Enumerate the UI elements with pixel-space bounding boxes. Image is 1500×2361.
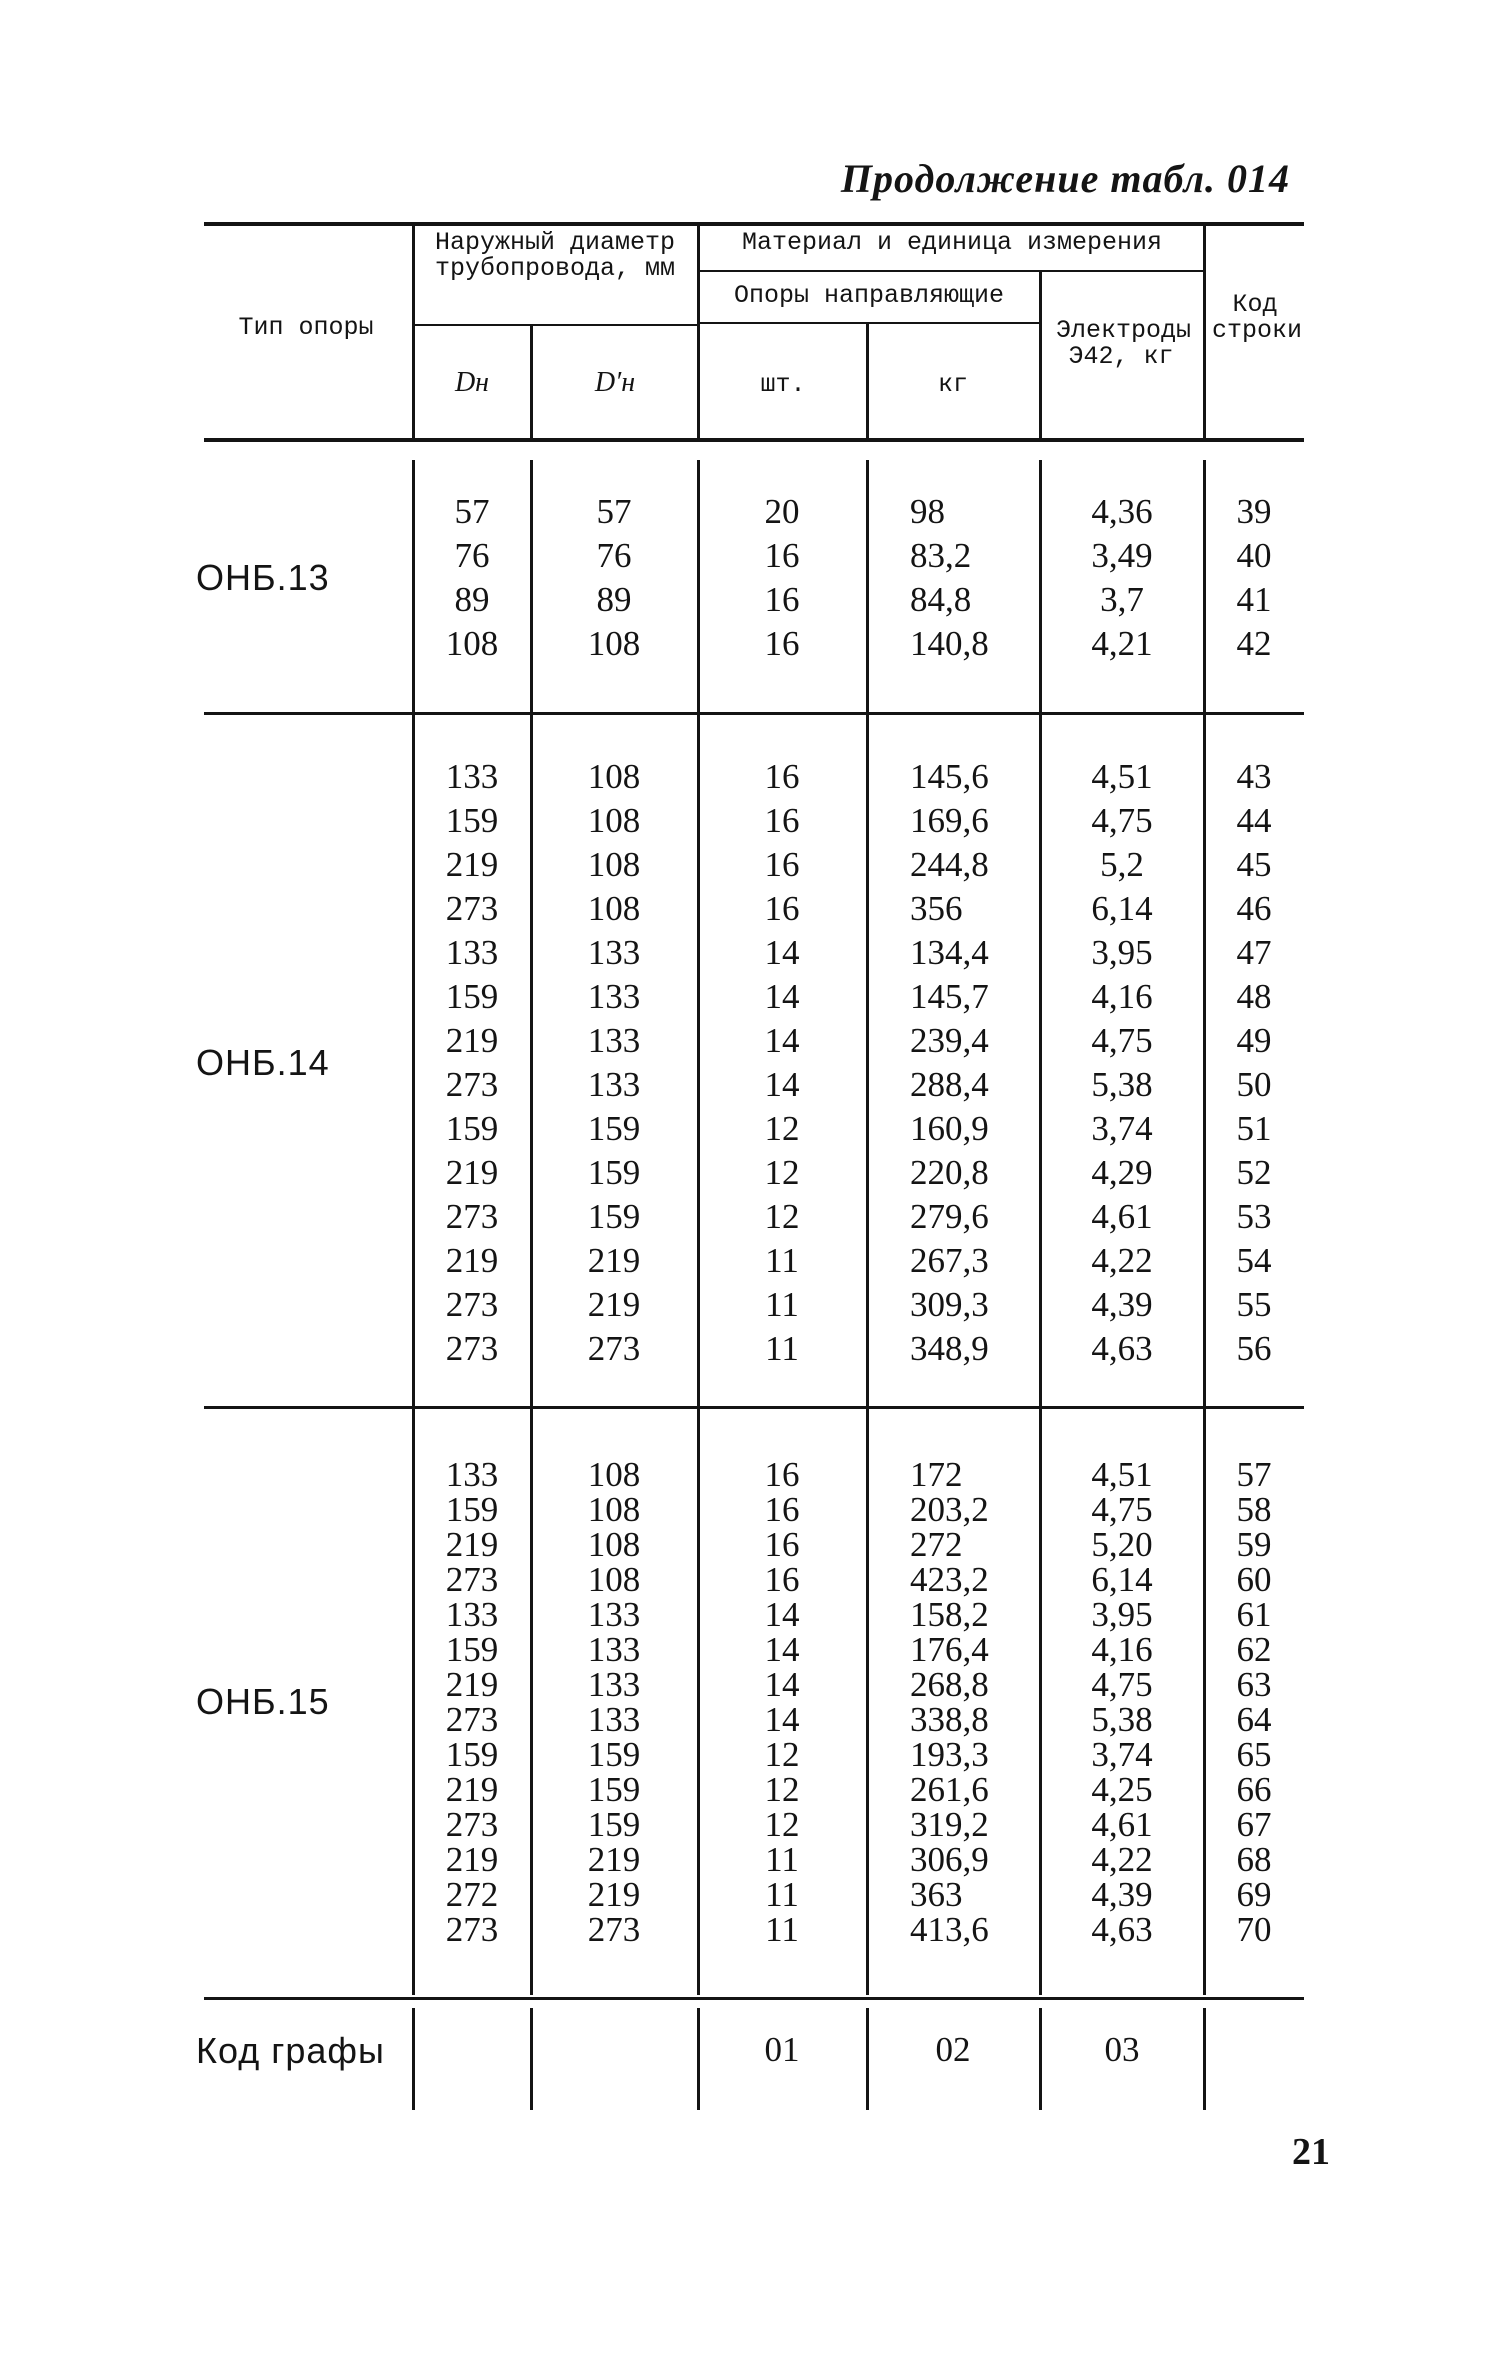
cell-kg: 423,2 [910,1560,989,1599]
header-row-code: Код строки [1212,290,1303,346]
cell-el: 3,74 [1091,1735,1153,1774]
cell-pcs: 14 [764,977,800,1016]
support-type-label: ОНБ.15 [196,1681,330,1722]
cell-code: 61 [1236,1595,1272,1634]
cell-dn2: 159 [587,1770,641,1809]
cell-code: 40 [1236,536,1272,575]
table-row [0,931,1500,975]
cell-pcs: 11 [765,1910,799,1949]
cell-dn: 159 [445,1109,499,1148]
cell-dn: 273 [445,1329,499,1368]
cell-dn2: 133 [587,1630,641,1669]
cell-code: 66 [1236,1770,1272,1809]
cell-dn2: 89 [596,580,632,619]
group-separator [204,712,1304,715]
cell-pcs: 16 [764,1525,800,1564]
cell-code: 48 [1236,977,1272,1016]
table-row [0,1283,1500,1327]
cell-kg: 160,9 [910,1109,989,1148]
cell-dn2: 108 [587,889,641,928]
cell-pcs: 16 [764,624,800,663]
cell-kg: 140,8 [910,624,989,663]
cell-dn2: 133 [587,1021,641,1060]
cell-kg: 268,8 [910,1665,989,1704]
support-type-label: ОНБ.14 [196,1042,330,1083]
cell-pcs: 14 [764,1065,800,1104]
cell-kg: 203,2 [910,1490,989,1529]
cell-kg: 306,9 [910,1840,989,1879]
table-row [0,622,1500,666]
cell-dn2: 159 [587,1805,641,1844]
cell-pcs: 12 [764,1770,800,1809]
cell-dn2: 133 [587,1595,641,1634]
cell-dn: 108 [445,624,499,663]
cell-dn2: 108 [587,1490,641,1529]
column-code-label: Код графы [196,2030,385,2071]
cell-kg: 84,8 [910,580,972,619]
cell-dn2: 159 [587,1735,641,1774]
table-row [0,799,1500,843]
table-row [0,1457,1500,1492]
cell-code: 62 [1236,1630,1272,1669]
cell-kg: 172 [910,1455,963,1494]
cell-pcs: 12 [764,1197,800,1236]
cell-el: 4,36 [1091,492,1153,531]
cell-el: 4,75 [1091,801,1153,840]
cell-pcs: 14 [764,1021,800,1060]
cell-kg: 356 [910,889,963,928]
table-row [0,975,1500,1019]
cell-dn: 89 [454,580,490,619]
cell-dn: 273 [445,1285,499,1324]
cell-dn: 219 [445,1770,499,1809]
cell-el: 4,75 [1091,1021,1153,1060]
cell-pcs: 11 [765,1285,799,1324]
footer-top-rule [204,1997,1304,2000]
cell-el: 4,39 [1091,1285,1153,1324]
cell-code: 56 [1236,1329,1272,1368]
cell-pcs: 16 [764,757,800,796]
table-row [0,1737,1500,1772]
cell-dn2: 219 [587,1875,641,1914]
cell-kg: 98 [910,492,945,531]
cell-el: 4,61 [1091,1197,1153,1236]
cell-dn: 273 [445,1560,499,1599]
cell-el: 4,22 [1091,1241,1153,1280]
cell-pcs: 12 [764,1735,800,1774]
cell-el: 3,95 [1091,933,1153,972]
table-row [0,1195,1500,1239]
table-row [0,1327,1500,1371]
cell-dn2: 133 [587,1065,641,1104]
cell-dn: 219 [445,1665,499,1704]
cell-dn2: 76 [596,536,632,575]
cell-dn2: 219 [587,1285,641,1324]
cell-dn: 273 [445,889,499,928]
cell-el: 4,51 [1091,757,1153,796]
cell-dn2: 133 [587,933,641,972]
table-row [0,1772,1500,1807]
cell-dn2: 108 [587,1455,641,1494]
cell-code: 45 [1236,845,1272,884]
page-number: 21 [1292,2131,1330,2173]
column-rule [412,224,415,438]
cell-el: 4,29 [1091,1153,1153,1192]
cell-code: 53 [1236,1197,1272,1236]
cell-pcs: 14 [764,1665,800,1704]
table-row [0,755,1500,799]
cell-el: 4,22 [1091,1840,1153,1879]
cell-pcs: 16 [764,889,800,928]
column-rule [1203,224,1206,438]
cell-code: 41 [1236,580,1272,619]
cell-pcs: 11 [765,1329,799,1368]
cell-el: 4,39 [1091,1875,1153,1914]
cell-el: 4,75 [1091,1665,1153,1704]
column-rule [697,224,700,438]
cell-el: 4,75 [1091,1490,1153,1529]
diameter-subrule [415,324,697,326]
cell-el: 4,51 [1091,1455,1153,1494]
cell-dn: 273 [445,1065,499,1104]
cell-pcs: 14 [764,933,800,972]
group-separator [204,1406,1304,1409]
cell-kg: 272 [910,1525,963,1564]
cell-pcs: 12 [764,1805,800,1844]
cell-code: 58 [1236,1490,1272,1529]
cell-kg: 288,4 [910,1065,989,1104]
cell-dn: 219 [445,1525,499,1564]
cell-pcs: 16 [764,1455,800,1494]
cell-dn: 159 [445,1490,499,1529]
cell-dn2: 108 [587,757,641,796]
cell-code: 60 [1236,1560,1272,1599]
cell-dn2: 108 [587,845,641,884]
table-row [0,1239,1500,1283]
cell-code: 43 [1236,757,1272,796]
header-material: Материал и единица измерения [741,228,1163,257]
cell-el: 3,74 [1091,1109,1153,1148]
cell-dn2: 108 [587,1525,641,1564]
cell-code: 44 [1236,801,1272,840]
cell-el: 6,14 [1091,1560,1153,1599]
cell-el: 4,63 [1091,1910,1153,1949]
header-dn: Dн [454,367,490,398]
supports-subrule [700,322,1040,324]
cell-pcs: 16 [764,1490,800,1529]
cell-dn2: 133 [587,977,641,1016]
cell-dn2: 159 [587,1109,641,1148]
cell-el: 4,61 [1091,1805,1153,1844]
cell-kg: 83,2 [910,536,972,575]
cell-dn: 273 [445,1197,499,1236]
cell-code: 69 [1236,1875,1272,1914]
cell-pcs: 16 [764,845,800,884]
cell-dn2: 273 [587,1910,641,1949]
cell-el: 4,63 [1091,1329,1153,1368]
cell-dn: 133 [445,1455,499,1494]
cell-kg: 267,3 [910,1241,989,1280]
cell-el: 4,16 [1091,1630,1153,1669]
cell-dn: 159 [445,1630,499,1669]
support-type-label: ОНБ.13 [196,557,330,598]
cell-code: 63 [1236,1665,1272,1704]
cell-pcs: 16 [764,536,800,575]
cell-dn: 57 [454,492,490,531]
cell-kg: 348,9 [910,1329,989,1368]
cell-kg: 158,2 [910,1595,989,1634]
cell-pcs: 20 [764,492,800,531]
column-code: 02 [935,2030,971,2069]
cell-dn: 273 [445,1700,499,1739]
cell-kg: 413,6 [910,1910,989,1949]
cell-kg: 134,4 [910,933,989,972]
cell-code: 52 [1236,1153,1272,1192]
header-electrodes: Электроды Э42, кг [1056,316,1192,372]
header-pcs: шт. [760,370,806,399]
table-row [0,843,1500,887]
cell-el: 3,49 [1091,536,1153,575]
cell-dn2: 108 [587,624,641,663]
cell-dn2: 219 [587,1241,641,1280]
cell-el: 4,21 [1091,624,1153,663]
cell-kg: 176,4 [910,1630,989,1669]
table-row [0,1492,1500,1527]
cell-el: 4,25 [1091,1770,1153,1809]
table-row [0,1562,1500,1597]
cell-dn2: 273 [587,1329,641,1368]
cell-dn2: 159 [587,1197,641,1236]
cell-dn: 133 [445,757,499,796]
table-row [0,1912,1500,1947]
header-diameter: Наружный диаметр трубопровода, мм [434,228,676,284]
cell-pcs: 16 [764,1560,800,1599]
cell-el: 4,16 [1091,977,1153,1016]
cell-code: 57 [1236,1455,1272,1494]
cell-dn: 159 [445,977,499,1016]
table-row [0,1632,1500,1667]
cell-code: 51 [1236,1109,1272,1148]
cell-el: 5,38 [1091,1065,1153,1104]
table-row [0,887,1500,931]
cell-code: 50 [1236,1065,1272,1104]
cell-code: 42 [1236,624,1272,663]
cell-code: 39 [1236,492,1272,531]
header-type: Тип опоры [238,313,374,342]
cell-dn2: 57 [596,492,632,531]
header-bottom-rule [204,438,1304,442]
table-row [0,1107,1500,1151]
cell-dn: 159 [445,801,499,840]
cell-code: 47 [1236,933,1272,972]
cell-kg: 309,3 [910,1285,989,1324]
column-code: 01 [764,2030,800,2069]
cell-pcs: 16 [764,801,800,840]
table-row [0,1597,1500,1632]
cell-dn: 273 [445,1805,499,1844]
cell-dn2: 108 [587,1560,641,1599]
cell-dn: 273 [445,1910,499,1949]
cell-kg: 145,7 [910,977,989,1016]
cell-code: 68 [1236,1840,1272,1879]
cell-el: 6,14 [1091,889,1153,928]
cell-code: 59 [1236,1525,1272,1564]
cell-dn: 133 [445,933,499,972]
cell-kg: 319,2 [910,1805,989,1844]
cell-dn: 159 [445,1735,499,1774]
column-rule [530,326,533,438]
cell-kg: 279,6 [910,1197,989,1236]
cell-pcs: 14 [764,1700,800,1739]
column-rule [530,2008,533,2110]
table-top-rule [204,222,1304,226]
column-rule [1203,2008,1206,2110]
cell-el: 5,38 [1091,1700,1153,1739]
cell-code: 46 [1236,889,1272,928]
cell-kg: 145,6 [910,757,989,796]
cell-el: 3,7 [1100,580,1144,619]
cell-dn2: 133 [587,1665,641,1704]
cell-pcs: 16 [764,580,800,619]
cell-dn: 219 [445,1840,499,1879]
cell-dn2: 108 [587,801,641,840]
cell-el: 5,2 [1100,845,1144,884]
table-row [0,1842,1500,1877]
cell-code: 49 [1236,1021,1272,1060]
cell-pcs: 11 [765,1840,799,1879]
cell-dn: 133 [445,1595,499,1634]
column-rule [866,324,869,438]
cell-dn2: 159 [587,1153,641,1192]
cell-code: 65 [1236,1735,1272,1774]
cell-kg: 244,8 [910,845,989,884]
cell-el: 5,20 [1091,1525,1153,1564]
column-rule [1039,272,1042,438]
column-rule [412,2008,415,2110]
cell-dn: 76 [454,536,490,575]
cell-pcs: 14 [764,1595,800,1634]
cell-code: 54 [1236,1241,1272,1280]
cell-dn: 219 [445,1021,499,1060]
table-row [0,1151,1500,1195]
table-row [0,1527,1500,1562]
header-dn-prime: D′н [594,367,636,398]
cell-kg: 338,8 [910,1700,989,1739]
cell-pcs: 14 [764,1630,800,1669]
cell-dn: 219 [445,845,499,884]
cell-dn: 272 [445,1875,499,1914]
cell-pcs: 12 [764,1109,800,1148]
header-kg: кг [937,370,968,399]
cell-pcs: 11 [765,1875,799,1914]
cell-el: 3,95 [1091,1595,1153,1634]
cell-pcs: 11 [765,1241,799,1280]
cell-pcs: 12 [764,1153,800,1192]
table-row [0,1877,1500,1912]
cell-dn2: 133 [587,1700,641,1739]
cell-kg: 363 [910,1875,963,1914]
table-row [0,1807,1500,1842]
cell-kg: 239,4 [910,1021,989,1060]
cell-code: 55 [1236,1285,1272,1324]
cell-kg: 220,8 [910,1153,989,1192]
cell-kg: 169,6 [910,801,989,840]
material-subrule [700,270,1203,272]
cell-dn: 219 [445,1153,499,1192]
cell-kg: 261,6 [910,1770,989,1809]
cell-code: 67 [1236,1805,1272,1844]
cell-kg: 193,3 [910,1735,989,1774]
page-caption: Продолжение табл. 014 [840,156,1290,201]
cell-dn2: 219 [587,1840,641,1879]
cell-dn: 219 [445,1241,499,1280]
table-row [0,490,1500,534]
cell-code: 70 [1236,1910,1272,1949]
cell-code: 64 [1236,1700,1272,1739]
column-code: 03 [1104,2030,1140,2069]
header-supports: Опоры направляющие [733,281,1005,310]
